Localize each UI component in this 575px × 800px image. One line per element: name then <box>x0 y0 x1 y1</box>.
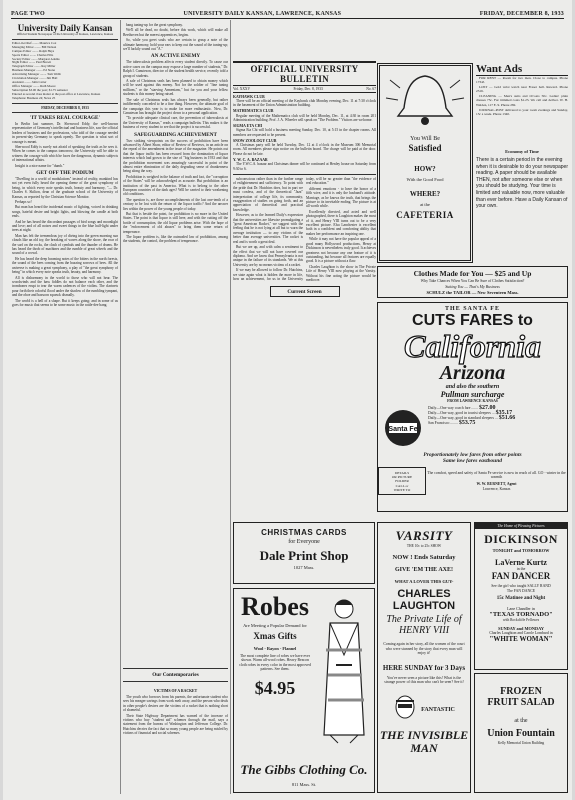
xmas-address: 1027 Mass. <box>293 565 315 570</box>
robes-address: 811 Mass. St. <box>291 782 317 787</box>
editorial-title-1: 'IT TAKES REAL COURAGE' <box>30 114 100 121</box>
editorial-title-7: VICTIMS OF A RACKET <box>153 689 198 693</box>
santa-fe-logo-icon <box>383 408 423 448</box>
santa-fe-note: Proportionately low fares from other points <box>423 452 522 458</box>
dickinson-theater-ad: The Home of Pleasing Pictures DICKINSON TONIGHT and TOMORROW LaVerne Kurtz in the FAN DANCER See the girl who taught SALLY RAND The FAN DANCE 15c Matinee and Night Lane Chandler in "TEXAS TORNADO" with Rockcliffe Fellowes SUNDAY and MONDAY Charles Laughton and Carole Lombard in "WHITE WOMAN" <box>474 522 568 670</box>
editorial-column-1: University Daily Kansan Official Student Newspaper of the University of Kansas, Lawrence, Kansas Editor-in-Chief ........ Maurice Cox Managing Editor ........ Bill Nelson Campus Editor ........ Ralph Hays Sports Editor ........ Charles Ellis Society Editor ........ Margaret Adams Night Editor ........ Paul Brown Telegraph Editor ........ Ray Miller Business Manager ........ Ed Stone Advertising Manager ........ Tom Webb Circulation Manager ........ Jim Hall Assistant ........ John Carter Office Manager ........ Ruth Moore Subscription $3.00 the year; $1.75 semester Entered as second class matter at the post office at Lawrence, Kansas Telephone: Business 24; News 25 FRIDAY, DECEMBER 8, 1933 'IT TAKES REAL COURAGE' In Berlin last summer, Dr. Sherwood Eddy, the well-known representative of Germany's intellectual and business life, saw the official leaders of business and the professions, who told of the courage needed in present-day Germany to speak openly. The question is what sort of courage is meant. Sherwood Eddy is surely not afraid of speaking the truth as he sees it. When he comes to the campus tomorrow, the University will be able to witness the courage with which he faces the dangerous, dynamic subjects of international affairs. Insight is a nice name for "dumb." GET OFF THE PODIUM "Dwelling in a world of modulations" instead of reality, mankind has not yet even fully heard the opening theme of the great symphony of being, in which every note speaks truth, beauty and harmony, "— Dr. Charles S. Skilton, dean of the graduate school of the University of Kansas, as reported by the Christian Science Monitor. Perhaps so! But man has heard the incidental music of fighting, voiced in drinking songs, hateful desire and bright lights, and blowing the candle at both ends. And he has heard the discordant passages of bird songs and moonlight and love; and of all noises and sweet things in the blue half-light under trees at night. Man has felt the tremendous joy of diving into the green morning sun clouds like an old toy, the breaking of waves along the shore, the roar of the surf on the rocks, the clash of cymbals and the thunder of drums. He has heard the throb of machines and the rumble of great wheels and the sound of a crowd. He has heard the deep booming notes of the bitters in the north forests, the sound of the bees coming from the buzzing sorrows of bees. All the universe is making a great symphony, a play of "the great symphony of being" in which every note speaks truth, beauty, and harmony. All is disharmony in the world to those who will not hear. The woodwinds and the bass fiddles do not balance each other, and the trombones erupt to tear the warm cadences of the violins. The clarinets pour forth their colorful flood under the shadow of the rumbling tympani, and the oboe and bassoon squawk dismally. The world is a hell of a shape. But it keeps going; and in some of us goes for music that seems to be some music in the rattle-dee bang. <box>12 23 118 307</box>
frozen-headline: FROZEN FRUIT SALAD <box>487 686 555 708</box>
editorial-column-2b: VICTIMS OF A RACKET The youth who borrows from his parents, the unfortunate student who sees his meager savings from work melt away, and the person who deals in other people's desires are the victims of a racket that is nothing short of shameful. Their State Highway Department has warned of the increase of victims who buy "student aid" schemes through the mail, says a statement from the bureau of Washington and Jefferson College. Dr. Hutchins decries the fact that so many young people are being misled by victims of financial and social schemes. <box>123 689 228 736</box>
page-number: PAGE TWO <box>11 10 45 17</box>
fare-2: $35.17 <box>495 410 513 416</box>
masthead-title: University Daily Kansan <box>17 23 113 33</box>
dickinson-shows: 15c Matinee and Night <box>496 596 546 602</box>
robes-price: $4.95 <box>254 677 296 698</box>
varsity-here: HERE SUNDAY for 3 Days <box>382 663 466 672</box>
frozen-salad-ad: FROZEN FRUIT SALAD at the Union Fountain Kelly Memorial Union Building <box>474 673 568 793</box>
bulletin-item-3: SIGMA ETA CHI <box>233 123 263 128</box>
varsity-star: CHARLES LAUGHTON <box>392 588 456 612</box>
robes-xmas: Xmas Gifts <box>253 630 297 641</box>
want-ads-title: Want Ads <box>476 63 568 76</box>
dickinson-dance: Lane Chandler in <box>507 606 535 612</box>
xmas-headline: CHRISTMAS CARDS <box>261 528 347 537</box>
bell-icon <box>380 70 470 128</box>
santa-fe-top: THE SANTA FE <box>445 306 500 312</box>
official-bulletin: OFFICIAL UNIVERSITY BULLETIN Vol. XXXV Friday, Dec. 8, 1933 No. 67 KAYHAWK CLUB There will be an official meeting of the Kayhawk club Monday evening, Dec. 11 at 7:30 o'clock in the basement of the Union Administration building. MATHEMATICS CLUB Regular meeting of the Mathematics club will be held Monday, Dec. 11, at 4:30 in room 201 Administration building. Prof. J. A. Wheeler will speak on "The Problem." Visitors are welcome. SIGMA ETA CHI Sigma Eta Chi will hold a business meeting Sunday, Dec. 10, at 5:15 in the chapter rooms. All members are requested to be present. SNOW ZOOLOGY CLUB A Christmas party will be held Tuesday, Dec. 12 at 4 o'clock in the Museum 306 Memorial room. All members please sign notice on the bulletin board. The charge will be paid at the door. Please do not be late. Y. W. C. A. BAZAAR The Y.W.C.A. bazaar and Christmas dinner will be continued at Henley house on Saturday from 9:30 to 6. subconscious rather than in the further range of enlightenment and sufficiency. To point with the pride that Dr. Hutchins does, but in part we must confess, and of the theoretical "Jazz" interpretation of college life, its community, exaggeration of studies on going forth, and an appreciation of theoretical and practical knowledge. However, as to the learned Daily's expression that the universities are likewise promulgating a "great American Racket," we suggest with the feeling that he is not lying at all but to warn the average institution — to any victims of the better than average universities. The racket is real and is worth a great deal. But we are up, and with calm a sentiment to the effect that we will not have covered our diploma. And we know that Pennsylvania is not unique in the failure of its standards. We at this University are by no means victims of a racket. If we may be allowed to follow Dr. Hutchins, we state again what is hidden the more in life, how an achievement, for us in the University today, will be no greater than "the evidence of real education." different emotions - to have the honor of a fifth wive, and it is only the husband's attitude. Marriage, as he knows the truth, that brings the picture to its inevitable ending. The picture is at all worth while. Excellently directed, and acted and well photographed, there is Laughton makes the most of it, and Henry VIII turns out to be a very excellent picture. Elsa Lanchester is excellent both in a confident and comforting ability that makes her performance an inspiring one. While it may not have the popular appeal of a good many Hollywood productions, Henry at Dickinson is nevertheless truly good. It achieves greatness not because any one feature of it is outstanding, but because all features are equally good. It is a picture without a flaw. Charles Laughton is the show in The Private Life of Henry VIII now playing at the Varsity. Without his fine acting the picture would be mediocre. Current Screen <box>233 61 376 439</box>
robes-ad: Robes Are Meeting a Popular Demand for Xmas Gifts Wool - Rayon - Flannel The most complete line of robes we have ever shown. Warm all-wool robes. Heavy Beacon cloth robes in every color in the most approved patterns. See them. $4.95 The Gibbs Clothing Co. 811 Mass. St. <box>233 588 375 793</box>
varsity-fantastic: FANTASTIC <box>421 706 455 713</box>
frozen-sub: at the <box>514 718 528 724</box>
cafeteria-line-2: Satisfied <box>408 143 442 153</box>
masthead-sub: Official Student Newspaper of the University of Kansas, Lawrence, Kansas <box>16 32 114 36</box>
svg-text:Santa Fe: Santa Fe <box>388 426 418 433</box>
santa-fe-california: California <box>404 328 541 364</box>
cafeteria-line-6: at the <box>420 202 430 207</box>
cafeteria-line-1: You Will Be <box>410 136 440 142</box>
bulletin-day: Friday, Dec. 8, 1933 <box>293 87 323 91</box>
varsity-film: The Private Life of HENRY VIII <box>386 614 462 636</box>
bulletin-volume: Vol. XXXV <box>233 87 251 91</box>
man-in-robe-illustration <box>316 595 372 745</box>
santa-fe-pullman: Pullman surcharge <box>440 390 505 399</box>
schulz-ad <box>377 266 568 298</box>
bulletin-item-5: Y. W. C. A. BAZAAR <box>233 157 268 162</box>
santa-fe-from: FROM LAWRENCE KANSAS <box>447 399 498 403</box>
cafeteria-line-4: With the Good Food <box>406 177 444 182</box>
dickinson-name: DICKINSON <box>484 532 558 546</box>
robes-shop: The Gibbs Clothing Co. <box>240 762 368 777</box>
santa-fe-cuts: CUTS FARES to <box>412 312 533 329</box>
varsity-give: GIVE 'EM THE AXE! <box>394 567 454 573</box>
editorial-title-5: Current Screen <box>287 289 322 296</box>
bulletin-title: OFFICIAL UNIVERSITY BULLETIN <box>233 61 376 86</box>
varsity-ends: NOW ! Ends Saturday <box>392 554 456 561</box>
page-header <box>11 9 564 19</box>
editorial-title-6: Our Contemporaries <box>152 672 199 678</box>
bulletin-item-1: KAYHAWK CLUB <box>233 94 265 99</box>
fare-4: $53.75 <box>458 420 476 426</box>
bulletin-item-2: MATHEMATICS CLUB <box>233 109 274 114</box>
xmas-shop: Dale Print Shop <box>259 548 349 563</box>
schulz-sub: Why Take Chances When You Can Be Sure of Clothes Satisfaction? <box>420 279 525 283</box>
cafeteria-line-7: CAFETERIA <box>396 210 454 220</box>
bulletin-item-4: SNOW ZOOLOGY CLUB <box>233 138 277 143</box>
robes-sub: Are Meeting a Popular Demand for <box>243 623 307 628</box>
dickinson-star: LaVerne Kurtz <box>495 558 547 567</box>
dickinson-banner: The Home of Pleasing Pictures <box>475 523 567 529</box>
xmas-sub: for Everyone <box>288 539 320 545</box>
santa-fe-ad: THE SANTA FE CUTS FARES to California Arizona and also the southern Pullman surcharge FROM LAWRENCE KANSAS Santa Fe Daily—One way coach fare ....... $27.00 Daily—One way, good in tourist sleepers ... $35.17 Daily—One way, good in standard sleepers ... $51.66 San Francisco ........ $53.75 Proportionately low fares from other points Same low fares eastbound DETAILS OR PICTURE FOLDER CALL or WRITE TO The comfort, speed and safety of Santa Fe service is now in reach of all. GO - winter in the warmth W. W. BURNETT, Agent Lawrence, Kansas <box>377 302 568 512</box>
schulz-signature: SCHULZ the TAILOR — New Seventeen Mass. <box>426 290 519 295</box>
robes-type: Wool - Rayon - Flannel <box>253 645 297 651</box>
cafeteria-line-3: HOW? <box>414 165 436 173</box>
schulz-headline: Clothes Made for You — $25 and Up <box>413 269 532 278</box>
santa-fe-also: and also the southern <box>445 384 500 390</box>
want-ads: Want Ads FOR RENT — Room for two men. Close to campus. Phone 1734J. LOST — Gold wrist watch near Fraser hall. Reward. Phone 2316. CLEANING — Men's suits and O'coats 50c. Ladies' plain dresses 75c. Fur trimmed coats $1.25. We call and deliver. W. H. Walden, 117 E. 9. Phone 282. JOURNAL-POST delivered to your room evenings and Sunday, 15c a week. Phone 1340. Economy of Time There is a certain period in the evening when it is desirable to do your newspaper reading. A paper should be available THEN, not after someone else or when you should be studying. Your time is limited and valuable now, more valuable than ever before. Have a Daily Kansan of your own. <box>476 63 568 210</box>
paper-name: UNIVERSITY DAILY KANSAN, LAWRENCE, KANSAS <box>183 10 342 17</box>
editorial-column-2: bang tuning-up for the great symphony. We'll all be dead, no doubt, before this work, which will make all Beethoven but the merest apprentices, begins. So, while you greet souls who are certain to grasp a note of the ultimate harmony, hold your ears to keep out the sound of the tuning-up; we'll luckily sound out "A." AN ACTIVE ENEMY The tuberculosis problem affects every student directly. To cause our active cases on the campus may expose a large number of students," Dr. Ralph I. Canuteson, director of the student health service, recently told a group of students. A sale of Christmas seals has been planned to obtain money which will be used against this enemy. Not for the soldier of "fine tuning millions," or the "starving Armenians," but for you and your fellow students is this money being raised. The sale of Christmas seals has always been generally, but rather indifferently conceded to be a fine thing. However, the ultimate goal of the campaign this year is to make far more enthusiastic. Now, Dr. Canuteson has brought the project down to a personal application. "To provide adequate clinical care, the prevention of tuberculosis at the University of Kansas," reads a campaign bulletin. This makes it the business of every student to see that the project is successful. SAFEGUARDING ACHIEVEMENT Two striking viewpoints on the success of prohibition have been advanced by Albert Shaw, editor of Review of Reviews, in an article on the repeal of the amendment in the issue of the magazine. He points out that the liquor traffic has been rescued from the domination of liquor interests which had grown to the size of "big business in 1933 and that the prohibition movement was amazingly successful in point of the almost entire elimination of the daily degrading sense of drunkenness being along the way. Prohibition is weighed in the balance of truth and fact, the "corruption of the States" will be acknowledged as accurate. But prohibition is an institution of the past in America. What is to belong to the other European countries of the dark ages? Will be carried to their weakening old conditions. The question is, are these accomplishments of the last one-tenth of a century to be lost with the return of the liquor traffic? And the answer lies within the power of the young people of today. But that is beside the point, for prohibition is no more in the United States. The point is that liquor is still here, and with the cutting off the bottle of consumption, the old liquor problems arise. With the hope of the "enforcement of old abuses" to bring them some return of temperance. The liquor problem is, like the outmoded law of prohibition, among the students, the control, the problem of temperance. <box>123 23 228 244</box>
bulletin-number: No. 67 <box>366 87 376 91</box>
cafeteria-ad <box>377 63 473 263</box>
editorial-title-4: SAFEGUARDING ACHIEVEMENT <box>134 131 217 138</box>
cafeteria-line-5: WHERE? <box>409 190 441 198</box>
invisible-man-icon <box>393 695 417 725</box>
robes-headline: Robes <box>241 592 309 621</box>
fare-1: $27.00 <box>479 405 496 411</box>
contemporaries-box <box>123 668 228 682</box>
christmas-cards-ad <box>233 522 375 584</box>
frozen-shop: Union Fountain <box>487 728 555 739</box>
santa-fe-cta: The comfort, speed and safety of Santa Fe service is now in reach of all. GO - winter in the warmth <box>427 470 566 480</box>
staff-list: Editor-in-Chief ........ Maurice Cox Managing Editor ........ Bill Nelson Campus Editor ........ Ralph Hays Sports Editor ........ Charles Ellis Society Editor ........ Margaret Adams Night Editor ........ Paul Brown Telegraph Editor ........ Ray Miller Business Manager ........ Ed Stone Advertising Manager ........ Tom Webb Circulation Manager ........ Jim Hall Assistant ........ John Carter Office Manager ........ Ruth Moore Subscription $3.00 the year; $1.75 semester Entered as second class matter at the post office at Lawrence, Kansas Telephone: Business 24; News 25 <box>12 40 101 100</box>
dickinson-film-2: "TEXAS TORNADO" <box>489 611 553 619</box>
newspaper-page <box>3 0 572 800</box>
santa-fe-agent: W. W. BURNETT, Agent <box>476 482 517 486</box>
editorial-title-2: GET OFF THE PODIUM <box>36 169 94 176</box>
want-ads-label: Economy of Time <box>505 149 539 154</box>
varsity-name: VARSITY <box>395 528 453 543</box>
varsity-invisible: THE INVISIBLE MAN <box>379 727 469 755</box>
santa-fe-place: Lawrence, Kansas <box>482 486 511 491</box>
schulz-tag: Suiting You — That's My Business <box>445 284 500 289</box>
issue-date: FRIDAY, DECEMBER 8, 1933 <box>479 10 564 17</box>
varsity-theater-ad: VARSITY THE 10c to 25c SHOW NOW ! Ends Saturday GIVE 'EM THE AXE! WHAT A LOVER THIS GUY- CHARLES LAUGHTON The Private Life of HENRY VIII Coming again in her story, all the women of the court who were stunned by the story that every man will enjoy it! HERE SUNDAY for 3 Days You've never seen a picture like this! What is the strange power of this man who can't be seen? See it! FANTASTIC THE INVISIBLE MAN <box>377 522 471 793</box>
dickinson-tonight: TONIGHT and TOMORROW <box>492 548 550 553</box>
dickinson-film-3: "WHITE WOMAN" <box>489 635 553 644</box>
varsity-what: WHAT A LOVER THIS GUY- <box>394 579 454 584</box>
masthead-date: FRIDAY, DECEMBER 8, 1933 <box>41 105 89 110</box>
santa-fe-arizona: Arizona <box>439 362 506 384</box>
santa-fe-same: Same low fares eastbound <box>442 458 503 464</box>
dickinson-film: FAN DANCER <box>491 571 551 581</box>
fare-3: $51.66 <box>498 415 516 421</box>
want-ads-body: There is a certain period in the evening when it is desirable to do your newspaper reading. A paper should be available THEN, not after someone else or when you should be studying. Your time is limited and valuable now, more valuable than ever before. Have a Daily Kansan of your own. <box>476 157 568 210</box>
dickinson-sun: SUNDAY and MONDAY <box>498 626 544 632</box>
editorial-title-3: AN ACTIVE ENEMY <box>150 53 201 60</box>
